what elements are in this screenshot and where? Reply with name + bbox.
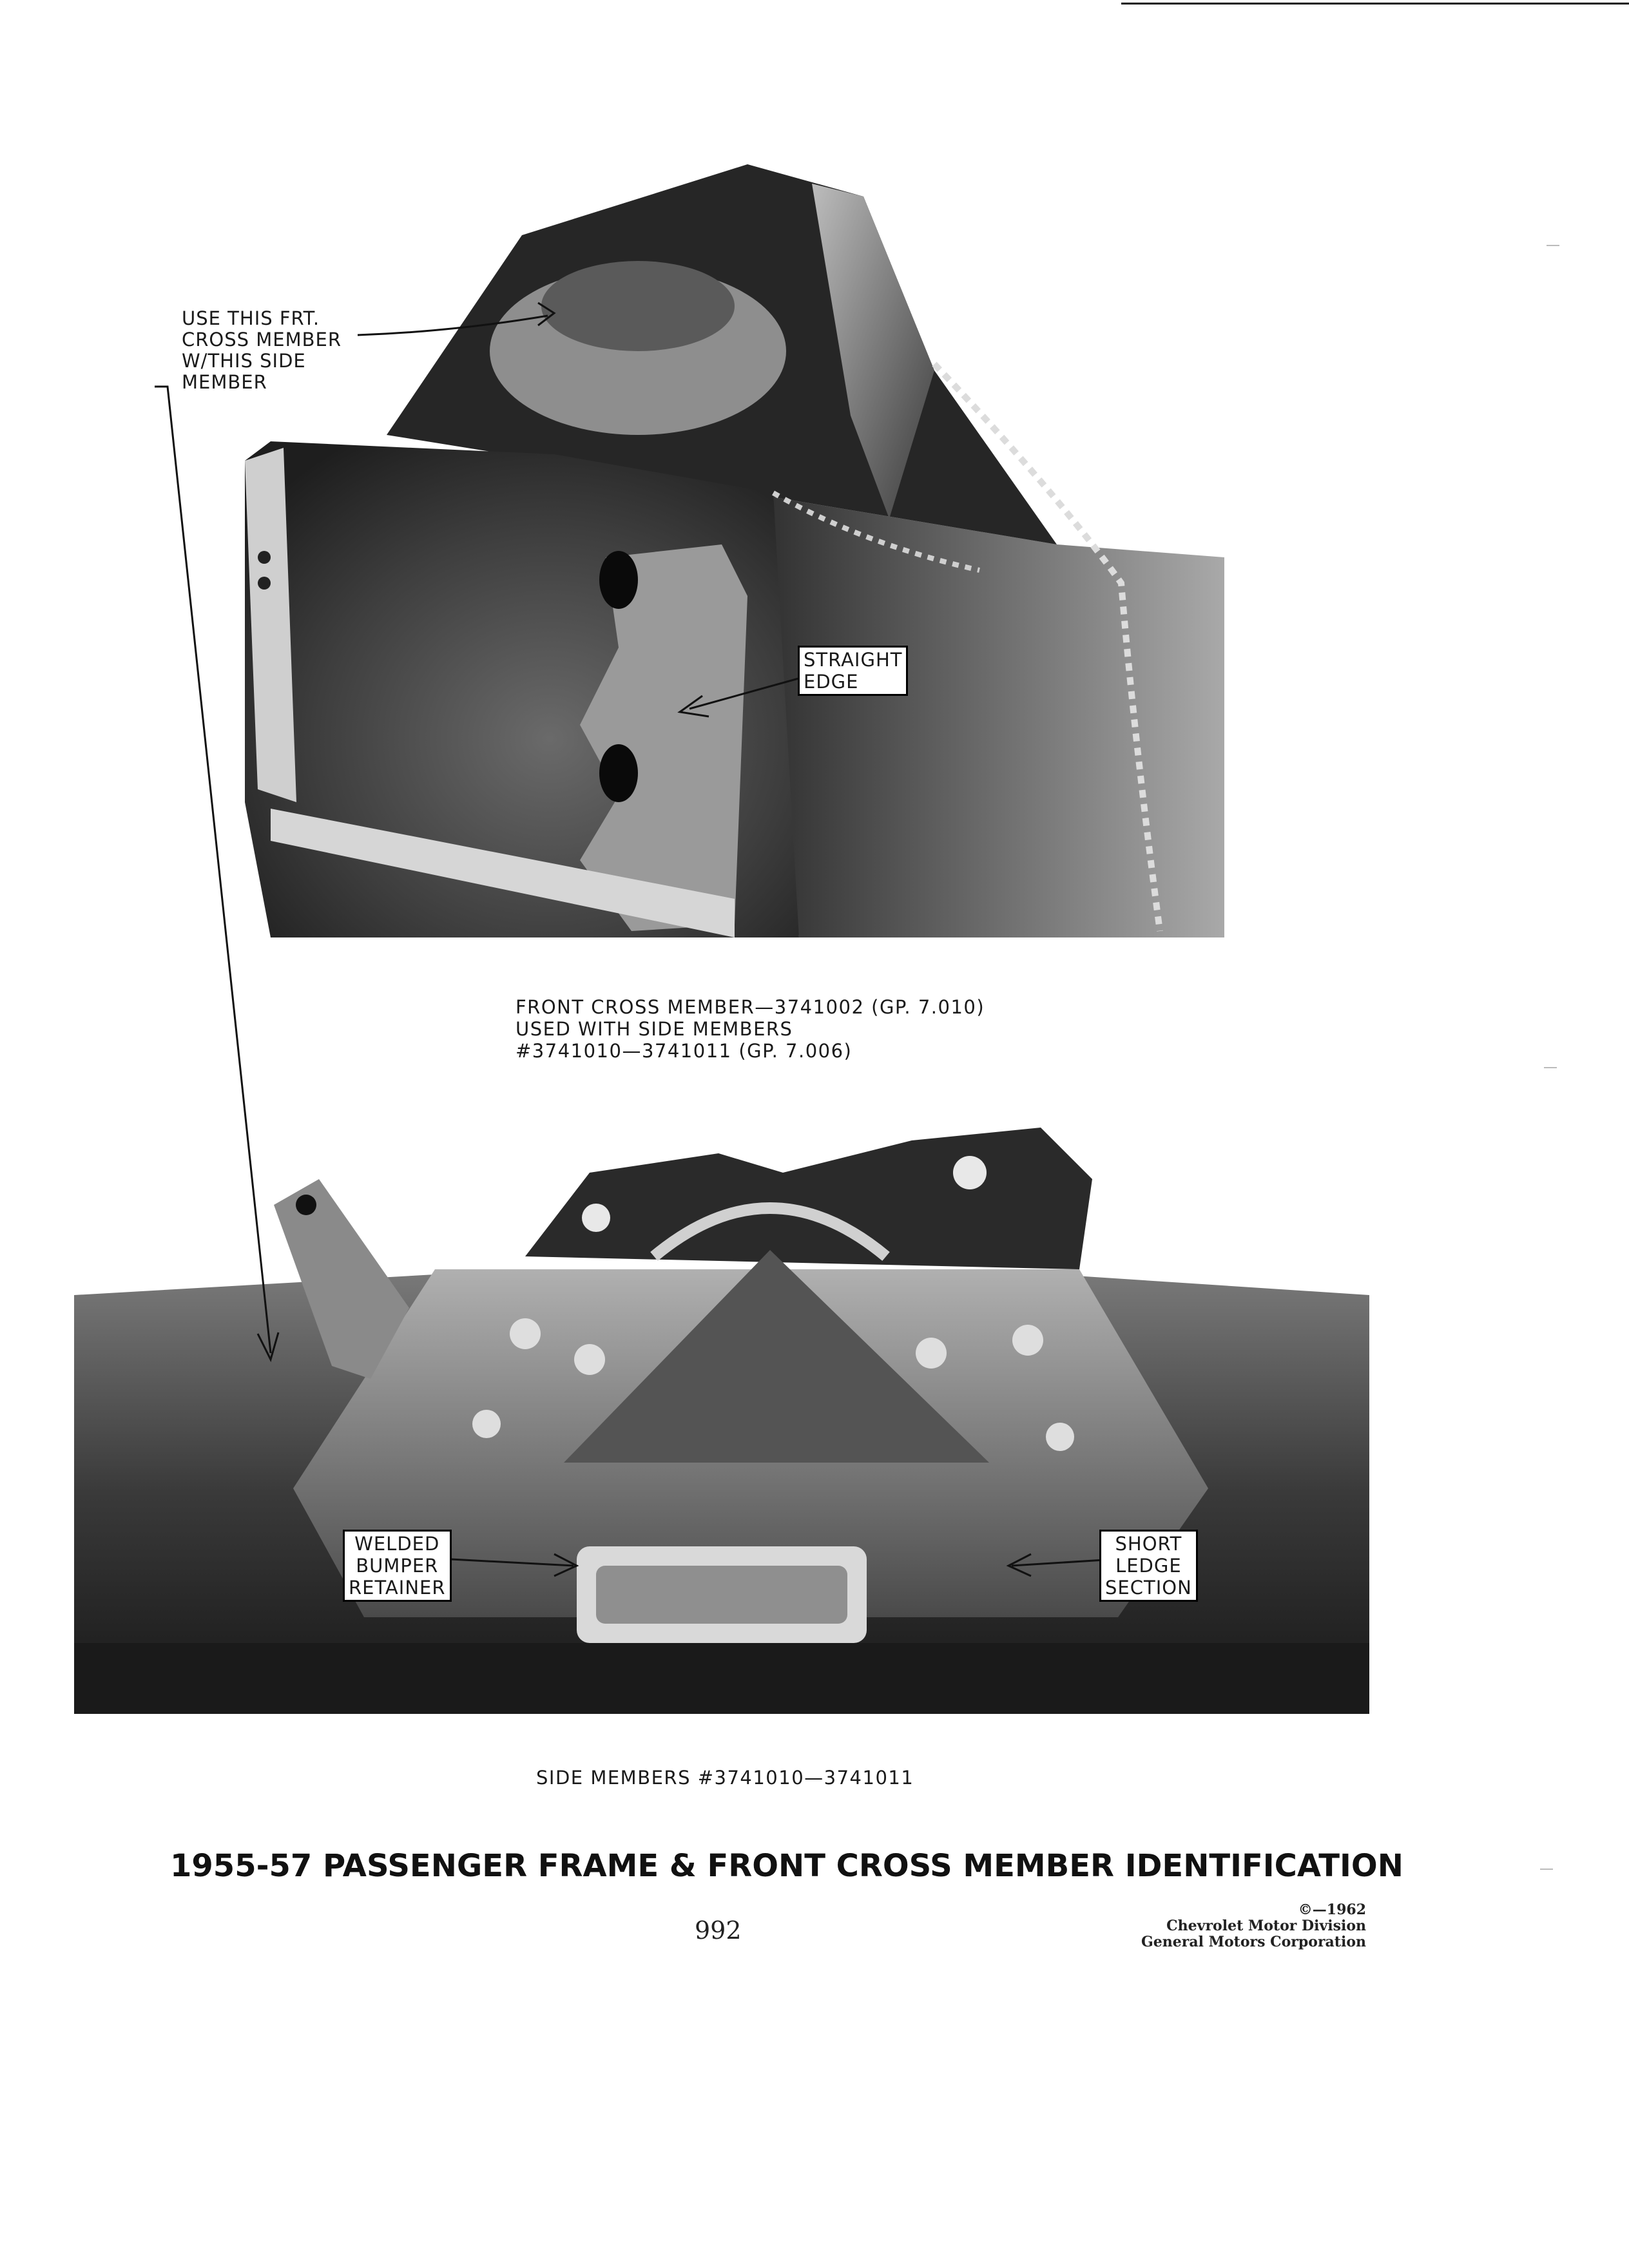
margin-tick	[1544, 1067, 1557, 1068]
callout-welded-bumper-retainer	[343, 1530, 452, 1602]
callout-straight-edge	[798, 646, 908, 696]
margin-tick	[1547, 245, 1559, 246]
side-members-photo	[74, 1102, 1369, 1714]
callout-line: USE THIS FRT.	[182, 307, 320, 329]
callout-line: WELDED	[354, 1533, 440, 1555]
copyright-notice	[1095, 1902, 1366, 1950]
callout-line: EDGE	[804, 671, 859, 693]
margin-tick	[1540, 1869, 1553, 1870]
page-title: 1955-57 PASSENGER FRAME & FRONT CROSS MEMBER IDENTIFICATION	[170, 1848, 1403, 1884]
front-cross-member-photo	[219, 158, 1224, 937]
copyright-line: ©—1962	[1298, 1901, 1366, 1918]
top-edge-rule	[1121, 3, 1629, 5]
caption-side-members: SIDE MEMBERS #3741010—3741011	[536, 1767, 914, 1789]
callout-line: SHORT	[1115, 1533, 1182, 1555]
caption-line: USED WITH SIDE MEMBERS	[516, 1018, 793, 1040]
callout-line: CROSS MEMBER	[182, 329, 342, 351]
callout-line: RETAINER	[349, 1577, 446, 1599]
callout-line: SECTION	[1105, 1577, 1192, 1599]
callout-line: STRAIGHT	[804, 649, 903, 671]
caption-line: #3741010—3741011 (GP. 7.006)	[516, 1040, 853, 1062]
callout-line: LEDGE	[1115, 1555, 1182, 1577]
callout-line: BUMPER	[356, 1555, 439, 1577]
copyright-line: Chevrolet Motor Division	[1166, 1917, 1366, 1934]
callout-use-this-cross-member	[182, 308, 342, 393]
caption-line: FRONT CROSS MEMBER—3741002 (GP. 7.010)	[516, 996, 985, 1018]
copyright-line: General Motors Corporation	[1141, 1934, 1366, 1950]
callout-short-ledge-section	[1099, 1530, 1198, 1602]
caption-front-cross-member	[516, 996, 985, 1062]
page-number: 992	[695, 1916, 742, 1945]
callout-line: MEMBER	[182, 371, 267, 393]
callout-line: W/THIS SIDE	[182, 350, 306, 372]
